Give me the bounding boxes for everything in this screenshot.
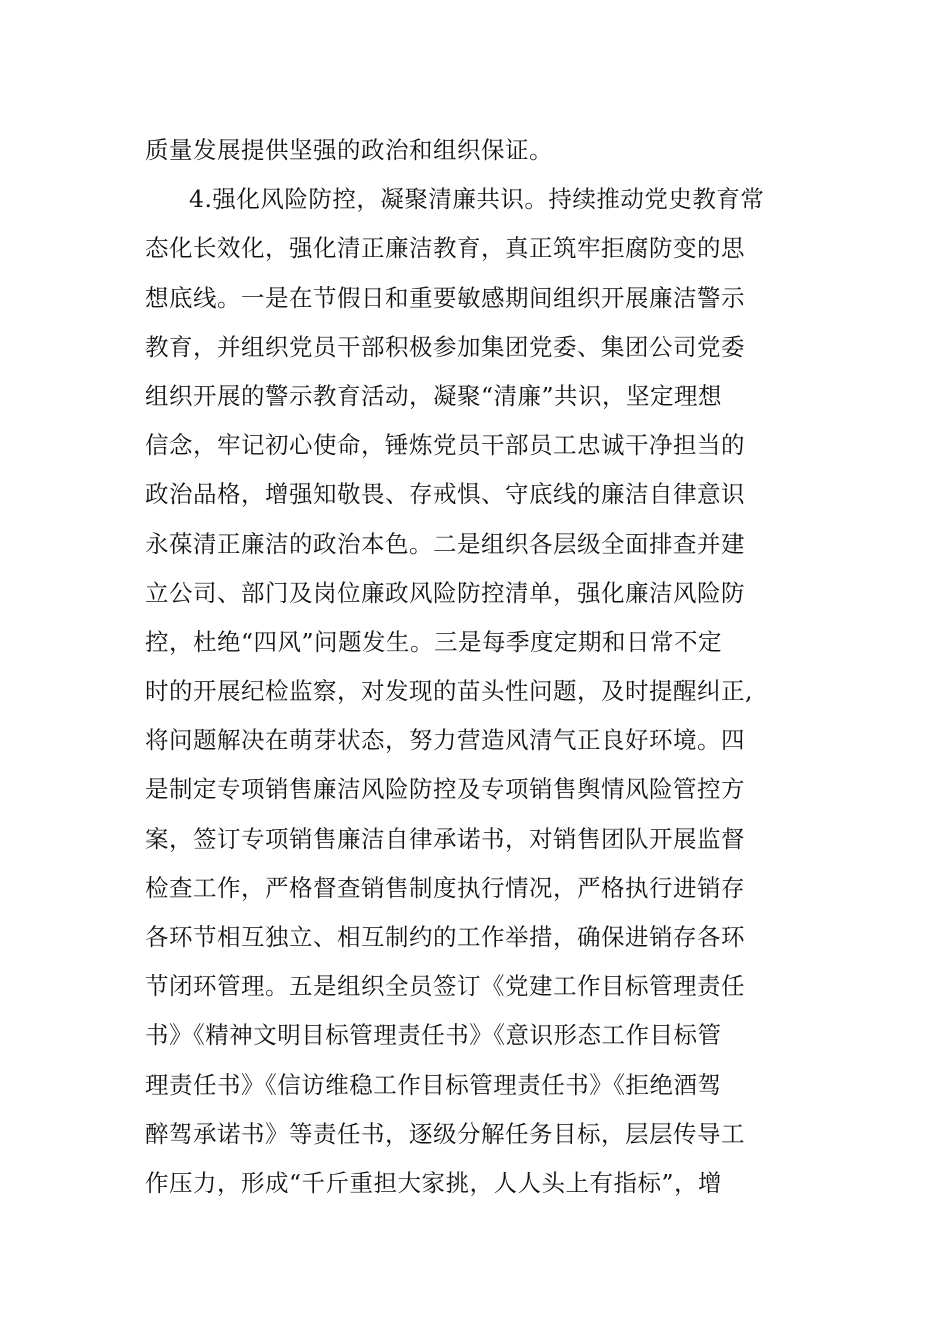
text-line-7: 信念，牢记初心使命，锤炼党员干部员工忠诚干净担当的 [145, 431, 745, 460]
text-line-14: 是制定专项销售廉洁风险防控及专项销售舆情风险管控方 [145, 775, 745, 804]
text-line-20: 理责任书》《信访维稳工作目标管理责任书》《拒绝酒驾 [145, 1070, 722, 1099]
text-line-1: 质量发展提供坚强的政治和组织保证。 [145, 136, 553, 164]
text-line-9: 永葆清正廉洁的政治本色。二是组织各层级全面排查并建 [145, 529, 745, 558]
text-line-11: 控，杜绝“四风”问题发生。三是每季度定期和日常不定 [145, 627, 723, 656]
text-line-21: 醉驾承诺书》等责任书，逐级分解任务目标，层层传导工 [145, 1119, 745, 1148]
text-line-2: 4.强化风险防控，凝聚清廉共识。持续推动党史教育常 [189, 185, 765, 214]
text-line-15: 案，签订专项销售廉洁自律承诺书，对销售团队开展监督 [145, 824, 745, 853]
text-line-10: 立公司、部门及岗位廉政风险防控清单，强化廉洁风险防 [145, 578, 745, 607]
text-line-18: 节闭环管理。五是组织全员签订《党建工作目标管理责任 [145, 972, 745, 1001]
text-line-6: 组织开展的警示教育活动，凝聚“清廉”共识，坚定理想 [145, 381, 723, 410]
text-line-17: 各环节相互独立、相互制约的工作举措，确保进销存各环 [145, 923, 745, 951]
text-line-4: 想底线。一是在节假日和重要敏感期间组织开展廉洁警示 [145, 283, 745, 312]
text-line-22: 作压力，形成“千斤重担大家挑，人人头上有指标”，增 [145, 1168, 723, 1197]
text-line-13: 将问题解决在萌芽状态，努力营造风清气正良好环境。四 [145, 726, 745, 755]
text-line-5: 教育，并组织党员干部积极参加集团党委、集团公司党委 [145, 332, 745, 361]
text-line-3: 态化长效化，强化清正廉洁教育，真正筑牢拒腐防变的思 [145, 234, 745, 263]
text-line-16: 检查工作，严格督查销售制度执行情况，严格执行进销存 [145, 873, 745, 902]
document-body [145, 126, 810, 1208]
text-line-12: 时的开展纪检监察，对发现的苗头性问题，及时提醒纠正, [145, 677, 753, 706]
text-line-8: 政治品格，增强知敬畏、存戒惧、守底线的廉洁自律意识 [145, 480, 745, 509]
text-line-19: 书》《精神文明目标管理责任书》《意识形态工作目标管 [145, 1021, 722, 1050]
